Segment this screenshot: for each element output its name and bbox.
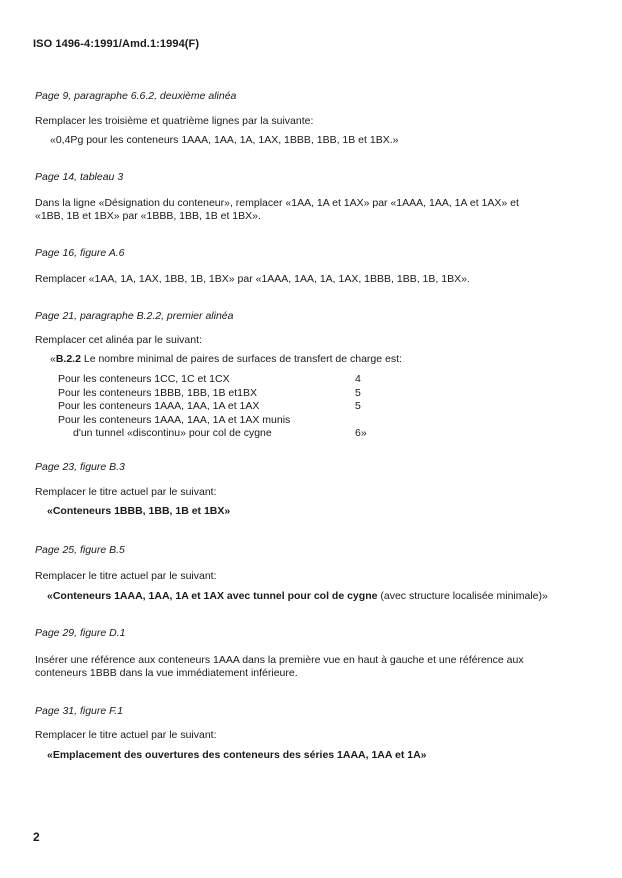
row-label: Pour les conteneurs 1BBB, 1BB, 1B et1BX (58, 386, 258, 399)
instruction-text: Remplacer le titre actuel par le suivant: (35, 570, 217, 582)
table-row (58, 427, 378, 441)
new-title (47, 590, 548, 602)
row-label: Pour les conteneurs 1AAA, 1AA, 1A et 1AX (58, 400, 260, 412)
table-row (58, 373, 378, 387)
instruction-text: Remplacer les troisième et quatrième lignes par la suivante: (35, 115, 314, 127)
row-label: Pour les conteneurs 1AAA, 1AA, 1A et 1AX munis (58, 413, 291, 426)
table-row (58, 387, 378, 401)
row-value: 6» (355, 427, 367, 439)
section-heading: Page 21, paragraphe B.2.2, premier alinéa (35, 310, 234, 322)
replacement-text: «0,4Pg pour les conteneurs 1AAA, 1AA, 1A, 1AX, 1BBB, 1BB, 1B et 1BX.» (50, 134, 399, 146)
body-text-line: «1BB, 1B et 1BX» par «1BBB, 1BB, 1B et 1BX». (35, 210, 261, 222)
row-value: 5 (355, 386, 361, 399)
body-text-line: conteneurs 1BBB dans la vue immédiatement inférieure. (35, 667, 298, 679)
new-title-bold: «Conteneurs 1AAA, 1AA, 1A et 1AX avec tunnel pour col de cygne (47, 590, 378, 602)
section-heading: Page 9, paragraphe 6.6.2, deuxième alinéa (35, 90, 237, 102)
table-row (58, 414, 378, 428)
quote-open: « (50, 353, 56, 365)
instruction-text: Remplacer le titre actuel par le suivant: (35, 729, 217, 741)
body-text-line: Dans la ligne «Désignation du conteneur», remplacer «1AA, 1A et 1AX» par «1AAA, 1AA, 1A et 1AX» et (35, 197, 519, 209)
row-value: 5 (355, 400, 361, 412)
clause-text: Le nombre minimal de paires de surfaces de transfert de charge est: (80, 353, 402, 365)
row-label: Pour les conteneurs 1CC, 1C et 1CX (58, 373, 230, 385)
row-label: d'un tunnel «discontinu» pour col de cygne (73, 427, 272, 439)
document-header: ISO 1496-4:1991/Amd.1:1994(F) (33, 38, 200, 50)
section-heading: Page 25, figure B.5 (35, 544, 125, 556)
section-heading: Page 16, figure A.6 (35, 247, 125, 259)
instruction-text: Remplacer le titre actuel par le suivant: (35, 486, 217, 498)
section-heading: Page 29, figure D.1 (35, 627, 126, 639)
new-title-normal: (avec structure localisée minimale)» (377, 590, 548, 602)
table-row (58, 400, 378, 414)
section-heading: Page 31, figure F.1 (35, 705, 123, 717)
clause-intro (50, 353, 402, 365)
page-number: 2 (33, 830, 40, 844)
section-heading: Page 23, figure B.3 (35, 461, 125, 473)
body-text-line: Insérer une référence aux conteneurs 1AAA dans la première vue en haut à gauche et une référence aux (35, 654, 524, 666)
new-title: «Emplacement des ouvertures des conteneurs des séries 1AAA, 1AA et 1A» (47, 749, 427, 761)
new-title: «Conteneurs 1BBB, 1BB, 1B et 1BX» (47, 505, 231, 517)
row-value: 4 (355, 373, 361, 385)
body-text: Remplacer «1AA, 1A, 1AX, 1BB, 1B, 1BX» par «1AAA, 1AA, 1A, 1AX, 1BBB, 1BB, 1B, 1BX». (35, 273, 470, 285)
instruction-text: Remplacer cet alinéa par le suivant: (35, 334, 202, 346)
section-heading: Page 14, tableau 3 (35, 171, 124, 183)
clause-ref: B.2.2 (55, 353, 81, 365)
requirements-table (58, 373, 378, 441)
